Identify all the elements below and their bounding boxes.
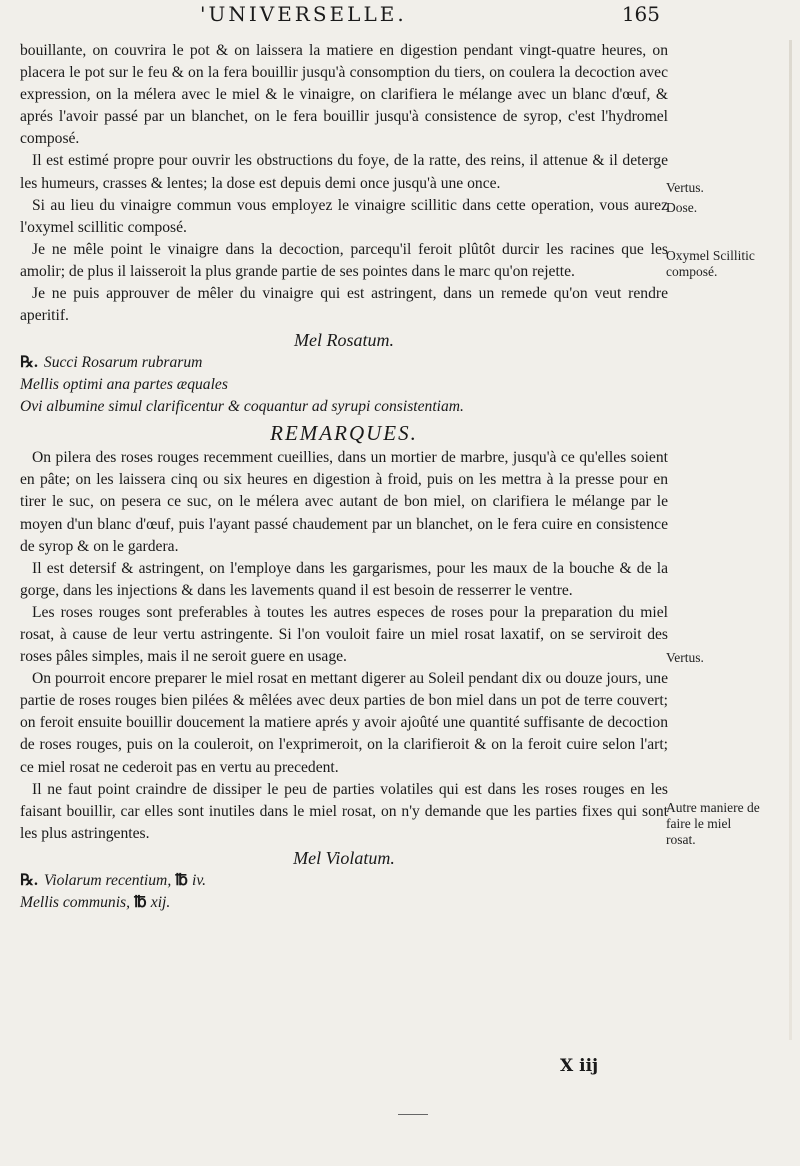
heading-mel-rosatum: Mel Rosatum. <box>294 330 394 351</box>
paragraph-virtues: Il est estimé propre pour ouvrir les obstructions du foye, de la ratte, des reins, il attenue & il deterge les humeurs, crasses & lentes; la dose est depuis demi once jusqu'à une once. <box>20 152 668 192</box>
running-head <box>200 2 660 32</box>
main-text-column <box>20 40 668 914</box>
recipe-rosatum <box>20 352 668 418</box>
pound-sign: ℔ <box>134 893 147 911</box>
recipe-quantity: xij. <box>150 893 171 911</box>
recipe-text: Succi Rosarum rubrarum <box>43 354 203 372</box>
recipe-text: Mellis optimi ana partes æquales <box>20 376 228 394</box>
paragraph-rose-virtues: Il est detersif & astringent, on l'employe dans les gargarismes, pour les maux de la bouche & de la gorge, dans les injections & dans les lavements quand il est besoin de resserrer le ventre. <box>20 559 668 599</box>
paragraph-vinegar-note: Je ne mêle point le vinaigre dans la decoction, parcequ'il feroit plûtôt durcir les racines que les amolir; de plus il laisseroit la plus grande partie de ses pointes dans le marc qu'on rejette. <box>20 240 668 280</box>
margin-note-dose: Dose. <box>666 200 698 215</box>
paragraph-rose-preparation: On pilera des roses rouges recemment cueillies, dans un mortier de marbre, jusqu'à ce qu'elles soient en pâte; on les laissera cinq ou six heures en digestion à froid, puis on les mettra à la presse pour en tirer le suc, on pesera ce suc, on le mélera avec autant de bon miel, on clarifiera le mélange par le moyen d'un blanc d'œuf, puis l'ayant passé chaudement par un blanchet, on le fera cuire en consistence de syrop & on le gardera. <box>20 449 668 555</box>
heading-mel-violatum: Mel Violatum. <box>293 847 395 868</box>
margin-note-autre-maniere: Autre maniere de faire le miel rosat. <box>666 800 760 847</box>
paragraph-hydromel-preparation: bouillante, on couvrira le pot & on laissera la matiere en digestion pendant vingt-quatre heures, on placera le pot sur le feu & on la fera bouillir jusqu'à consomption du tiers, on coulera la decoction avec expression, on la mélera avec le miel & le vinaigre, on clarifiera le mélange avec un blanc d'œuf, & aprés l'avoir passé par un blanchet, on le fera bouillir jusqu'à consistence de syrop, c'est l'hydromel composé. <box>20 42 668 148</box>
margin-note-oxymel: Oxymel Scillitic composé. <box>666 248 755 279</box>
recipe-line <box>20 870 668 892</box>
recipe-line <box>20 396 668 418</box>
paragraph-volatile-parts: Il ne faut point craindre de dissiper le peu de parties volatiles qui est dans les roses rouges en les faisant bouillir, car elles sont inutiles dans le miel rosat, on n'y demande que les parties fixes qui sont les plus astringentes. <box>20 780 668 842</box>
pound-sign: ℔ <box>175 871 188 889</box>
recipe-line <box>20 374 668 396</box>
recipe-line <box>20 352 668 374</box>
page-number: 165 <box>621 2 660 26</box>
recipe-symbol: ℞. <box>20 354 38 372</box>
signature-mark: X iij <box>560 1056 599 1076</box>
paragraph-oxymel: Si au lieu du vinaigre commun vous employez le vinaigre scillitic dans cette operation, vous aurez l'oxymel scillitic composé. <box>20 196 668 236</box>
page-ornament <box>398 1114 428 1115</box>
recipe-symbol: ℞. <box>20 871 38 889</box>
recipe-text: Mellis communis, <box>20 893 131 911</box>
recipe-text: Violarum recentium, <box>43 871 172 889</box>
paragraph-alternate-method: On pourroit encore preparer le miel rosat en mettant digerer au Soleil pendant dix ou douze jours, une partie de roses rouges bien pilées & mêlées avec deux parties de bon miel dans un pot de terre couvert; on feroit ensuite bouillir doucement la matiere aprés y avoir ajoûté une quantité suffisante de decoction de roses rouges, puis on la couleroit, on l'exprimeroit, on la clarifieroit & on la feroit cuire selon l'art; ce miel rosat ne cederoit pas en vertu au precedent. <box>20 670 668 776</box>
recipe-quantity: iv. <box>191 871 206 889</box>
paragraph-red-roses: Les roses rouges sont preferables à toutes les autres especes de roses pour la preparation du miel rosat, à cause de leur vertu astringente. Si l'on vouloit faire un miel rosat laxatif, on se serviroit des roses pâles simples, mais il ne seroit guere en usage. <box>20 603 668 666</box>
running-title: 'UNIVERSELLE. <box>200 2 407 26</box>
recipe-line <box>20 892 668 914</box>
margin-note-vertus-2: Vertus. <box>666 650 704 665</box>
recipe-violatum <box>20 870 668 914</box>
heading-remarques: REMARQUES. <box>270 421 418 446</box>
paragraph-aperitif: Je ne puis approuver de mêler du vinaigre qui est astringent, dans un remede qu'on veut rendre aperitif. <box>20 285 668 325</box>
margin-note-vertus: Vertus. <box>666 180 704 195</box>
recipe-text: Ovi albumine simul clarificentur & coquantur ad syrupi consistentiam. <box>20 398 464 416</box>
